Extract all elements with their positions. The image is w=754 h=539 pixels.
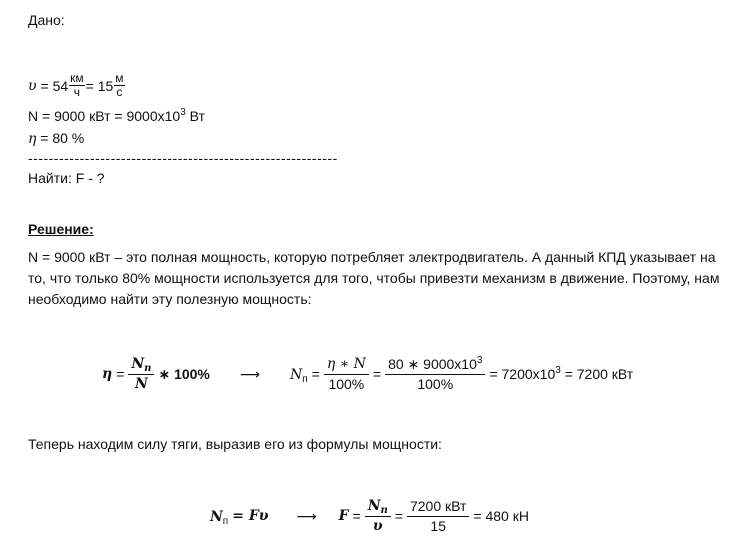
f2-eq2: =: [352, 508, 361, 524]
f1-np-n: N: [289, 366, 303, 383]
f2-f: F: [338, 508, 349, 524]
velocity-symbol: υ: [28, 77, 37, 94]
f2-result: = 480 кН: [473, 508, 529, 524]
f1-result-text: = 7200х10: [489, 366, 556, 382]
f1-frac3-num-exp: 3: [476, 354, 483, 366]
f2-frac1-den: υ: [372, 517, 383, 534]
f2-frac1-num-n: N: [367, 497, 381, 514]
velocity-value-kmh: = 54: [40, 77, 69, 94]
f1-tail: ∗ 100%: [158, 365, 210, 382]
f1-fraction3: [385, 356, 485, 393]
f2-fraction2: [407, 498, 469, 535]
solution-paragraph: N = 9000 кВт – это полная мощность, которую потребляет электродвигатель. А данный КПД указывает на то, что только 80% мощности используется для того, чтобы привезти механизм в движение. Поэтому, нам необходимо найти эту полезную мощность:: [28, 249, 720, 307]
f2-arrow: ⟶: [296, 507, 317, 524]
velocity-line: [28, 72, 126, 99]
unit-ms-den: с: [116, 85, 123, 99]
f1-result-exp: 3: [555, 365, 561, 376]
f2-frac1-num-sub: п: [380, 504, 388, 516]
unit-kmh-num: км: [70, 71, 84, 85]
f1-eq2: =: [311, 366, 320, 382]
solution-paragraph-2: Теперь находим силу тяги, выразив его из формулы мощности:: [28, 436, 442, 452]
f1-num-sub: п: [144, 362, 152, 374]
formula-force: [208, 493, 531, 539]
efficiency-line: [28, 130, 84, 147]
f2-eq: = Fυ: [232, 508, 269, 524]
f2-frac1-num: [365, 498, 391, 517]
f1-frac2-num: η ∗ N: [324, 356, 369, 375]
eta-symbol: η: [28, 131, 37, 147]
f2-np-sub: п: [222, 515, 229, 527]
f2-np-n: N: [210, 508, 223, 525]
power-exp: 3: [180, 107, 186, 118]
f2-fraction1: [365, 498, 391, 535]
efficiency-value: = 80 %: [40, 130, 85, 146]
f1-frac3-num-text: 80 ∗ 9000х10: [388, 355, 477, 372]
formula-efficiency: [100, 350, 635, 398]
divider: ------------------------------------------------------------: [28, 150, 338, 166]
f1-result: [489, 366, 633, 382]
power-text: N = 9000 кВт = 9000х10: [28, 108, 181, 124]
unit-kmh: [69, 72, 85, 99]
f2-frac2-num: 7200 кВт: [407, 498, 469, 517]
unit-ms-num: м: [115, 71, 124, 85]
velocity-value-ms: = 15: [85, 77, 114, 94]
f1-num-n: N: [131, 355, 145, 372]
unit-ms: [114, 72, 124, 99]
f1-result-unit: = 7200 кВт: [560, 366, 634, 382]
f1-np: [290, 366, 308, 383]
f2-frac2-den: 15: [430, 517, 446, 534]
power-unit: Вт: [185, 108, 205, 124]
f1-frac-num: [128, 356, 154, 375]
f1-np-sub: п: [302, 373, 308, 385]
f1-fraction2: [324, 356, 369, 393]
f1-eq3: =: [372, 366, 382, 382]
f1-eta: η: [102, 366, 113, 382]
f1-arrow: ⟶: [239, 365, 260, 382]
f1-frac3-den: 100%: [417, 375, 454, 392]
find-line: Найти: F - ?: [28, 170, 105, 186]
power-line: [28, 108, 205, 124]
f1-fraction: [128, 356, 154, 393]
unit-kmh-den: ч: [73, 85, 81, 99]
f1-frac-den: N: [135, 375, 148, 392]
solution-heading: Решение:: [28, 221, 94, 237]
f1-eq: =: [116, 366, 125, 382]
f2-np: [210, 508, 228, 525]
f1-frac3-num: [385, 356, 485, 375]
f2-eq3: =: [394, 508, 403, 524]
given-label: Дано:: [28, 12, 65, 28]
f1-frac2-den: 100%: [328, 375, 365, 392]
